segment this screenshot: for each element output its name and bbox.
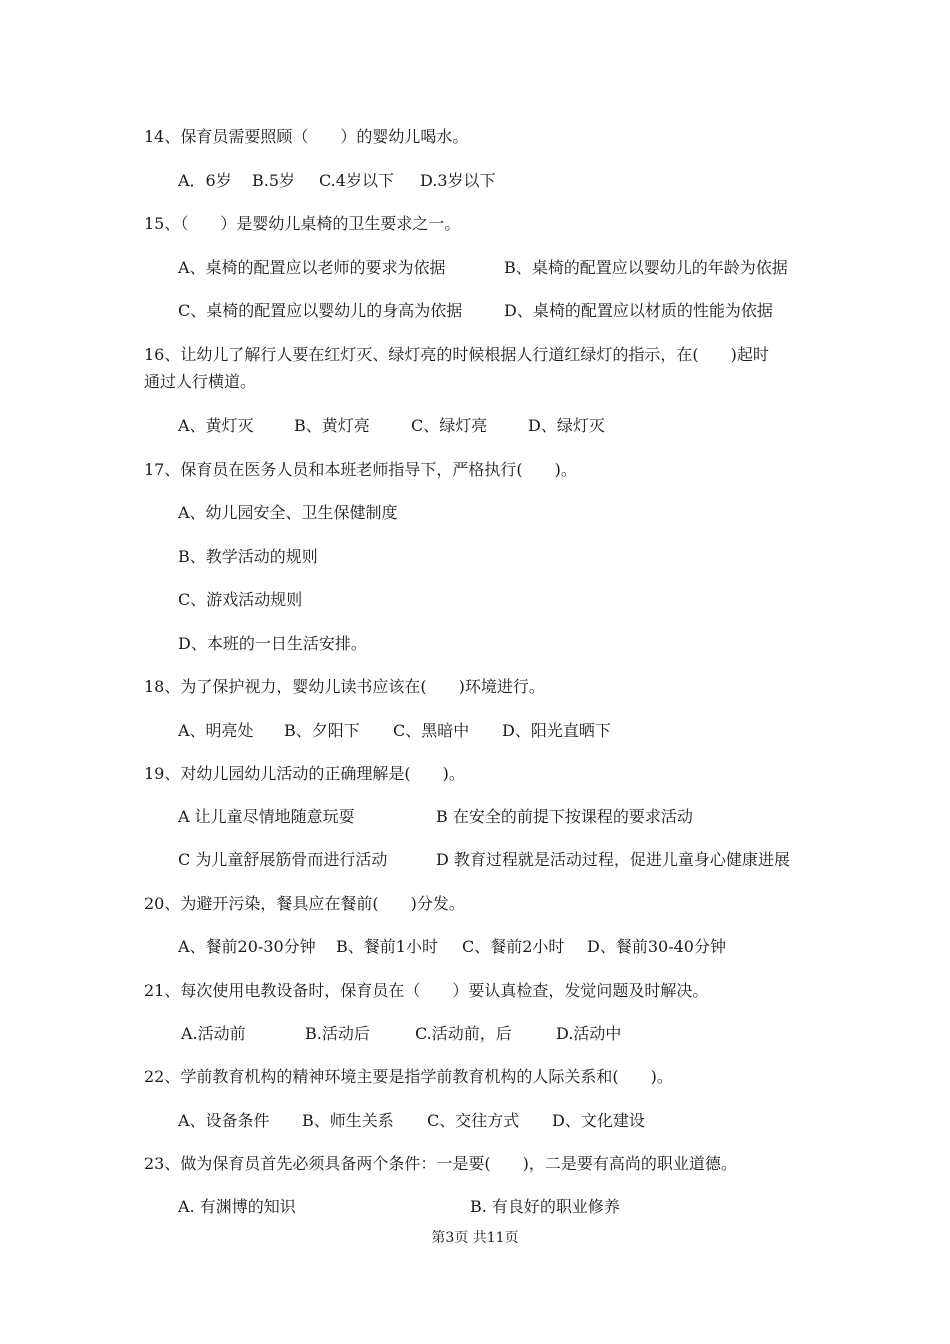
option-c: C、餐前2小时	[462, 937, 565, 956]
question-21-stem: 21、每次使用电教设备时，保育员在（ ）要认真检查，发觉问题及时解决。	[144, 981, 709, 1000]
option-b: B、夕阳下	[284, 721, 360, 740]
option-d: D、阳光直晒下	[502, 721, 611, 740]
option-a: A、幼儿园安全、卫生保健制度	[178, 503, 398, 522]
question-19-options-row-2	[178, 850, 818, 870]
option-d: D 教育过程就是活动过程，促进儿童身心健康进展	[436, 850, 790, 869]
option-c: C、游戏活动规则	[178, 590, 303, 609]
option-a: A 让儿童尽情地随意玩耍	[178, 807, 355, 826]
question-15-stem: 15、（ ）是婴幼儿桌椅的卫生要求之一。	[144, 214, 461, 233]
question-19-options-row-1	[178, 807, 818, 827]
option-c: C.活动前，后	[415, 1024, 512, 1043]
question-16-options	[178, 416, 818, 436]
option-a: A.活动前	[181, 1024, 246, 1043]
option-b: B、教学活动的规则	[178, 547, 318, 566]
question-23-stem: 23、做为保育员首先必须具备两个条件：一是要( )，二是要有高尚的职业道德。	[144, 1154, 737, 1173]
question-19-stem: 19、对幼儿园幼儿活动的正确理解是( )。	[144, 764, 465, 783]
page-number: 第3页 共11页	[431, 1230, 519, 1246]
question-16-stem-line-1: 16、让幼儿了解行人要在红灯灭、绿灯亮的时候根据人行道红绿灯的指示，在( )起时	[144, 345, 769, 364]
option-b: B、桌椅的配置应以婴幼儿的年龄为依据	[504, 258, 788, 277]
question-22-options	[178, 1111, 818, 1131]
option-c: C、黑暗中	[393, 721, 470, 740]
option-c: C.4岁以下	[319, 171, 394, 190]
option-a: A、明亮处	[178, 721, 254, 740]
option-c: C、绿灯亮	[411, 416, 488, 435]
question-20-options	[178, 937, 818, 957]
option-a: A．6岁	[178, 171, 232, 190]
question-14-stem: 14、保育员需要照顾（ ）的婴幼儿喝水。	[144, 127, 469, 146]
option-b: B、餐前1小时	[336, 937, 438, 956]
option-a: A. 有渊博的知识	[178, 1197, 296, 1216]
option-c: C、交往方式	[427, 1111, 520, 1130]
option-b: B 在安全的前提下按课程的要求活动	[436, 807, 693, 826]
question-15-options-row-2	[178, 301, 818, 321]
question-20-stem: 20、为避开污染，餐具应在餐前( )分发。	[144, 894, 465, 913]
option-d: D.3岁以下	[420, 171, 496, 190]
option-a: A、黄灯灭	[178, 416, 254, 435]
option-a: A、餐前20-30分钟	[178, 937, 316, 956]
option-d: D.活动中	[556, 1024, 622, 1043]
question-18-stem: 18、为了保护视力，婴幼儿读书应该在( )环境进行。	[144, 677, 545, 696]
option-d: D、绿灯灭	[528, 416, 605, 435]
question-16-stem-line-2: 通过人行横道。	[144, 372, 257, 391]
option-b: B、师生关系	[302, 1111, 394, 1130]
option-b: B.5岁	[252, 171, 296, 190]
option-a: A、设备条件	[178, 1111, 270, 1130]
question-22-stem: 22、学前教育机构的精神环境主要是指学前教育机构的人际关系和( )。	[144, 1067, 673, 1086]
option-d: D、本班的一日生活安排。	[178, 634, 367, 653]
option-b: B. 有良好的职业修养	[470, 1197, 620, 1216]
question-17-stem: 17、保育员在医务人员和本班老师指导下，严格执行( )。	[144, 460, 577, 479]
question-21-options	[178, 1024, 818, 1044]
question-15-options-row-1	[178, 258, 818, 278]
option-d: D、文化建设	[552, 1111, 645, 1130]
option-d: D、餐前30-40分钟	[587, 937, 726, 956]
option-c: C 为儿童舒展筋骨而进行活动	[178, 850, 388, 869]
option-a: A、桌椅的配置应以老师的要求为依据	[178, 258, 446, 277]
option-d: D、桌椅的配置应以材质的性能为依据	[504, 301, 773, 320]
question-18-options	[178, 721, 818, 741]
option-b: B、黄灯亮	[294, 416, 370, 435]
question-14-options	[178, 171, 818, 191]
option-c: C、桌椅的配置应以婴幼儿的身高为依据	[178, 301, 463, 320]
question-23-options	[178, 1197, 818, 1217]
option-b: B.活动后	[305, 1024, 370, 1043]
